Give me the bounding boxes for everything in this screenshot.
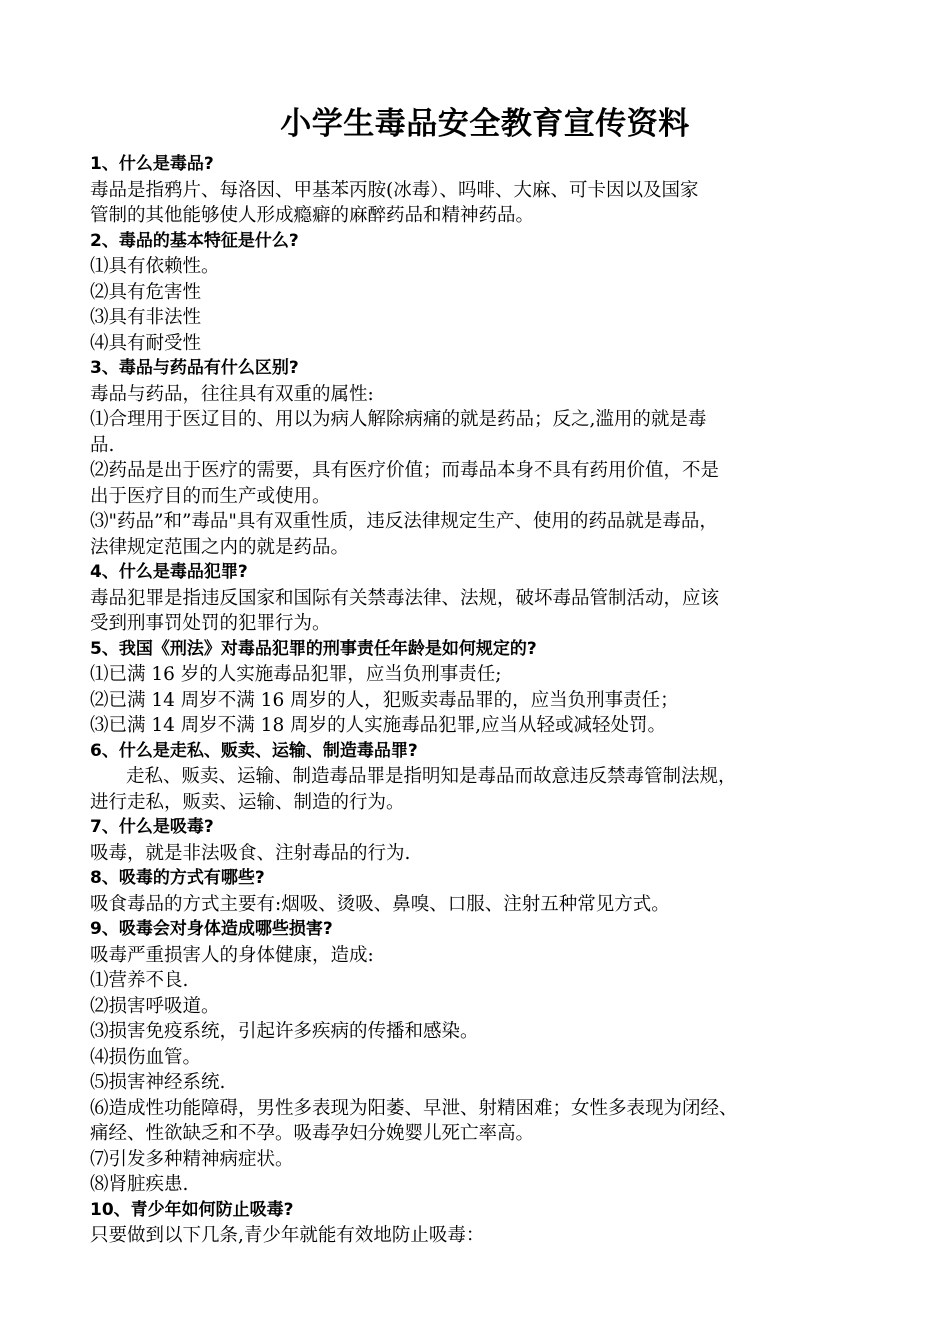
body-line: ⑵药品是出于医疗的需要，具有医疗价值；而毒品本身不具有药用价值，不是 — [90, 460, 720, 481]
body-line: ⑺引发多种精神病症状。 — [90, 1148, 294, 1170]
body-line: ⑵已满 14 周岁不满 16 周岁的人，犯贩卖毒品罪的，应当负刑事责任； — [90, 689, 679, 711]
body-line: 吸毒，就是非法吸食、注射毒品的行为. — [90, 842, 411, 864]
body-line: ⑸损害神经系统. — [90, 1072, 226, 1093]
body-line: ⑵损害呼吸道。 — [90, 995, 220, 1017]
body-line: 进行走私，贩卖、运输、制造的行为。 — [90, 791, 405, 813]
body-line: 毒品与药品，往往具有双重的属性: — [90, 383, 374, 405]
body-line: ⑶损害免疫系统，引起许多疾病的传播和感染。 — [90, 1021, 479, 1042]
body-line: 吸毒严重损害人的身体健康，造成: — [90, 944, 374, 966]
body-line: ⑶具有非法性 — [90, 307, 202, 328]
body-line: ⑵具有危害性 — [90, 281, 202, 303]
body-line: ⑴具有依赖性。 — [90, 256, 220, 277]
body-line: ⑴合理用于医辽目的、用以为病人解除病痛的就是药品；反之,滥用的就是毒 — [90, 409, 707, 430]
body-line: 毒品是指鸦片、每洛因、甲基苯丙胺(冰毒）、吗啡、大麻、可卡因以及国家 — [90, 179, 699, 201]
body-line: 受到刑事罚处罚的犯罪行为。 — [90, 613, 331, 634]
section-heading: 3、毒品与药品有什么区别? — [90, 358, 299, 378]
body-line: 出于医疗目的而生产或使用。 — [90, 485, 331, 507]
section-heading: 7、什么是吸毒? — [90, 817, 214, 837]
document-body — [90, 152, 880, 1249]
section-heading: 10、青少年如何防止吸毒? — [90, 1199, 294, 1220]
section-heading: 5、我国《刑法》对毒品犯罪的刑事责任年龄是如何规定的? — [90, 638, 537, 659]
body-line: 法律规定范围之内的就是药品。 — [90, 536, 350, 558]
body-line: ⑷具有耐受性 — [90, 332, 202, 354]
section-heading: 9、吸毒会对身体造成哪些损害? — [90, 919, 333, 939]
body-line: 吸食毒品的方式主要有:烟吸、烫吸、鼻嗅、口服、注射五种常见方式。 — [90, 893, 670, 915]
body-line: 毒品犯罪是指违反国家和国际有关禁毒法律、法规，破坏毒品管制活动，应该 — [90, 587, 720, 609]
body-line: ⑶"药品”和”毒品"具有双重性质，违反法律规定生产、使用的药品就是毒品， — [90, 511, 718, 532]
section-heading: 2、毒品的基本特征是什么? — [90, 230, 299, 251]
body-line: 痛经、性欲缺乏和不孕。吸毒孕妇分娩婴儿死亡率高。 — [90, 1123, 535, 1144]
body-line: ⑹造成性功能障碍，男性多表现为阳萎、早泄、射精困难；女性多表现为闭经、 — [90, 1097, 738, 1119]
section-heading: 8、吸毒的方式有哪些? — [90, 868, 265, 888]
body-line: ⑻肾脏疾患. — [90, 1174, 189, 1195]
document-title: 小学生毒品安全教育宣传资料 — [280, 106, 690, 142]
body-line: ⑴营养不良. — [90, 970, 189, 991]
section-heading: 4、什么是毒品犯罪? — [90, 562, 248, 582]
body-line: 只要做到以下几条,青少年就能有效地防止吸毒： — [90, 1225, 485, 1246]
document-page — [90, 96, 880, 1249]
body-line: 走私、贩卖、运输、制造毒品罪是指明知是毒品而故意违反禁毒管制法规， — [126, 766, 737, 787]
section-heading: 1、什么是毒品? — [90, 154, 214, 174]
section-heading: 6、什么是走私、贩卖、运输、制造毒品罪? — [90, 740, 418, 761]
body-line: ⑷损伤血管。 — [90, 1046, 202, 1068]
body-line: ⑶已满 14 周岁不满 18 周岁的人实施毒品犯罪,应当从轻或减轻处罚。 — [90, 715, 666, 736]
body-line: 品. — [90, 434, 115, 456]
body-line: ⑴已满 16 岁的人实施毒品犯罪，应当负刑事责任; — [90, 664, 502, 685]
body-line: 管制的其他能够使人形成瘾癖的麻醉药品和精神药品。 — [90, 205, 535, 226]
